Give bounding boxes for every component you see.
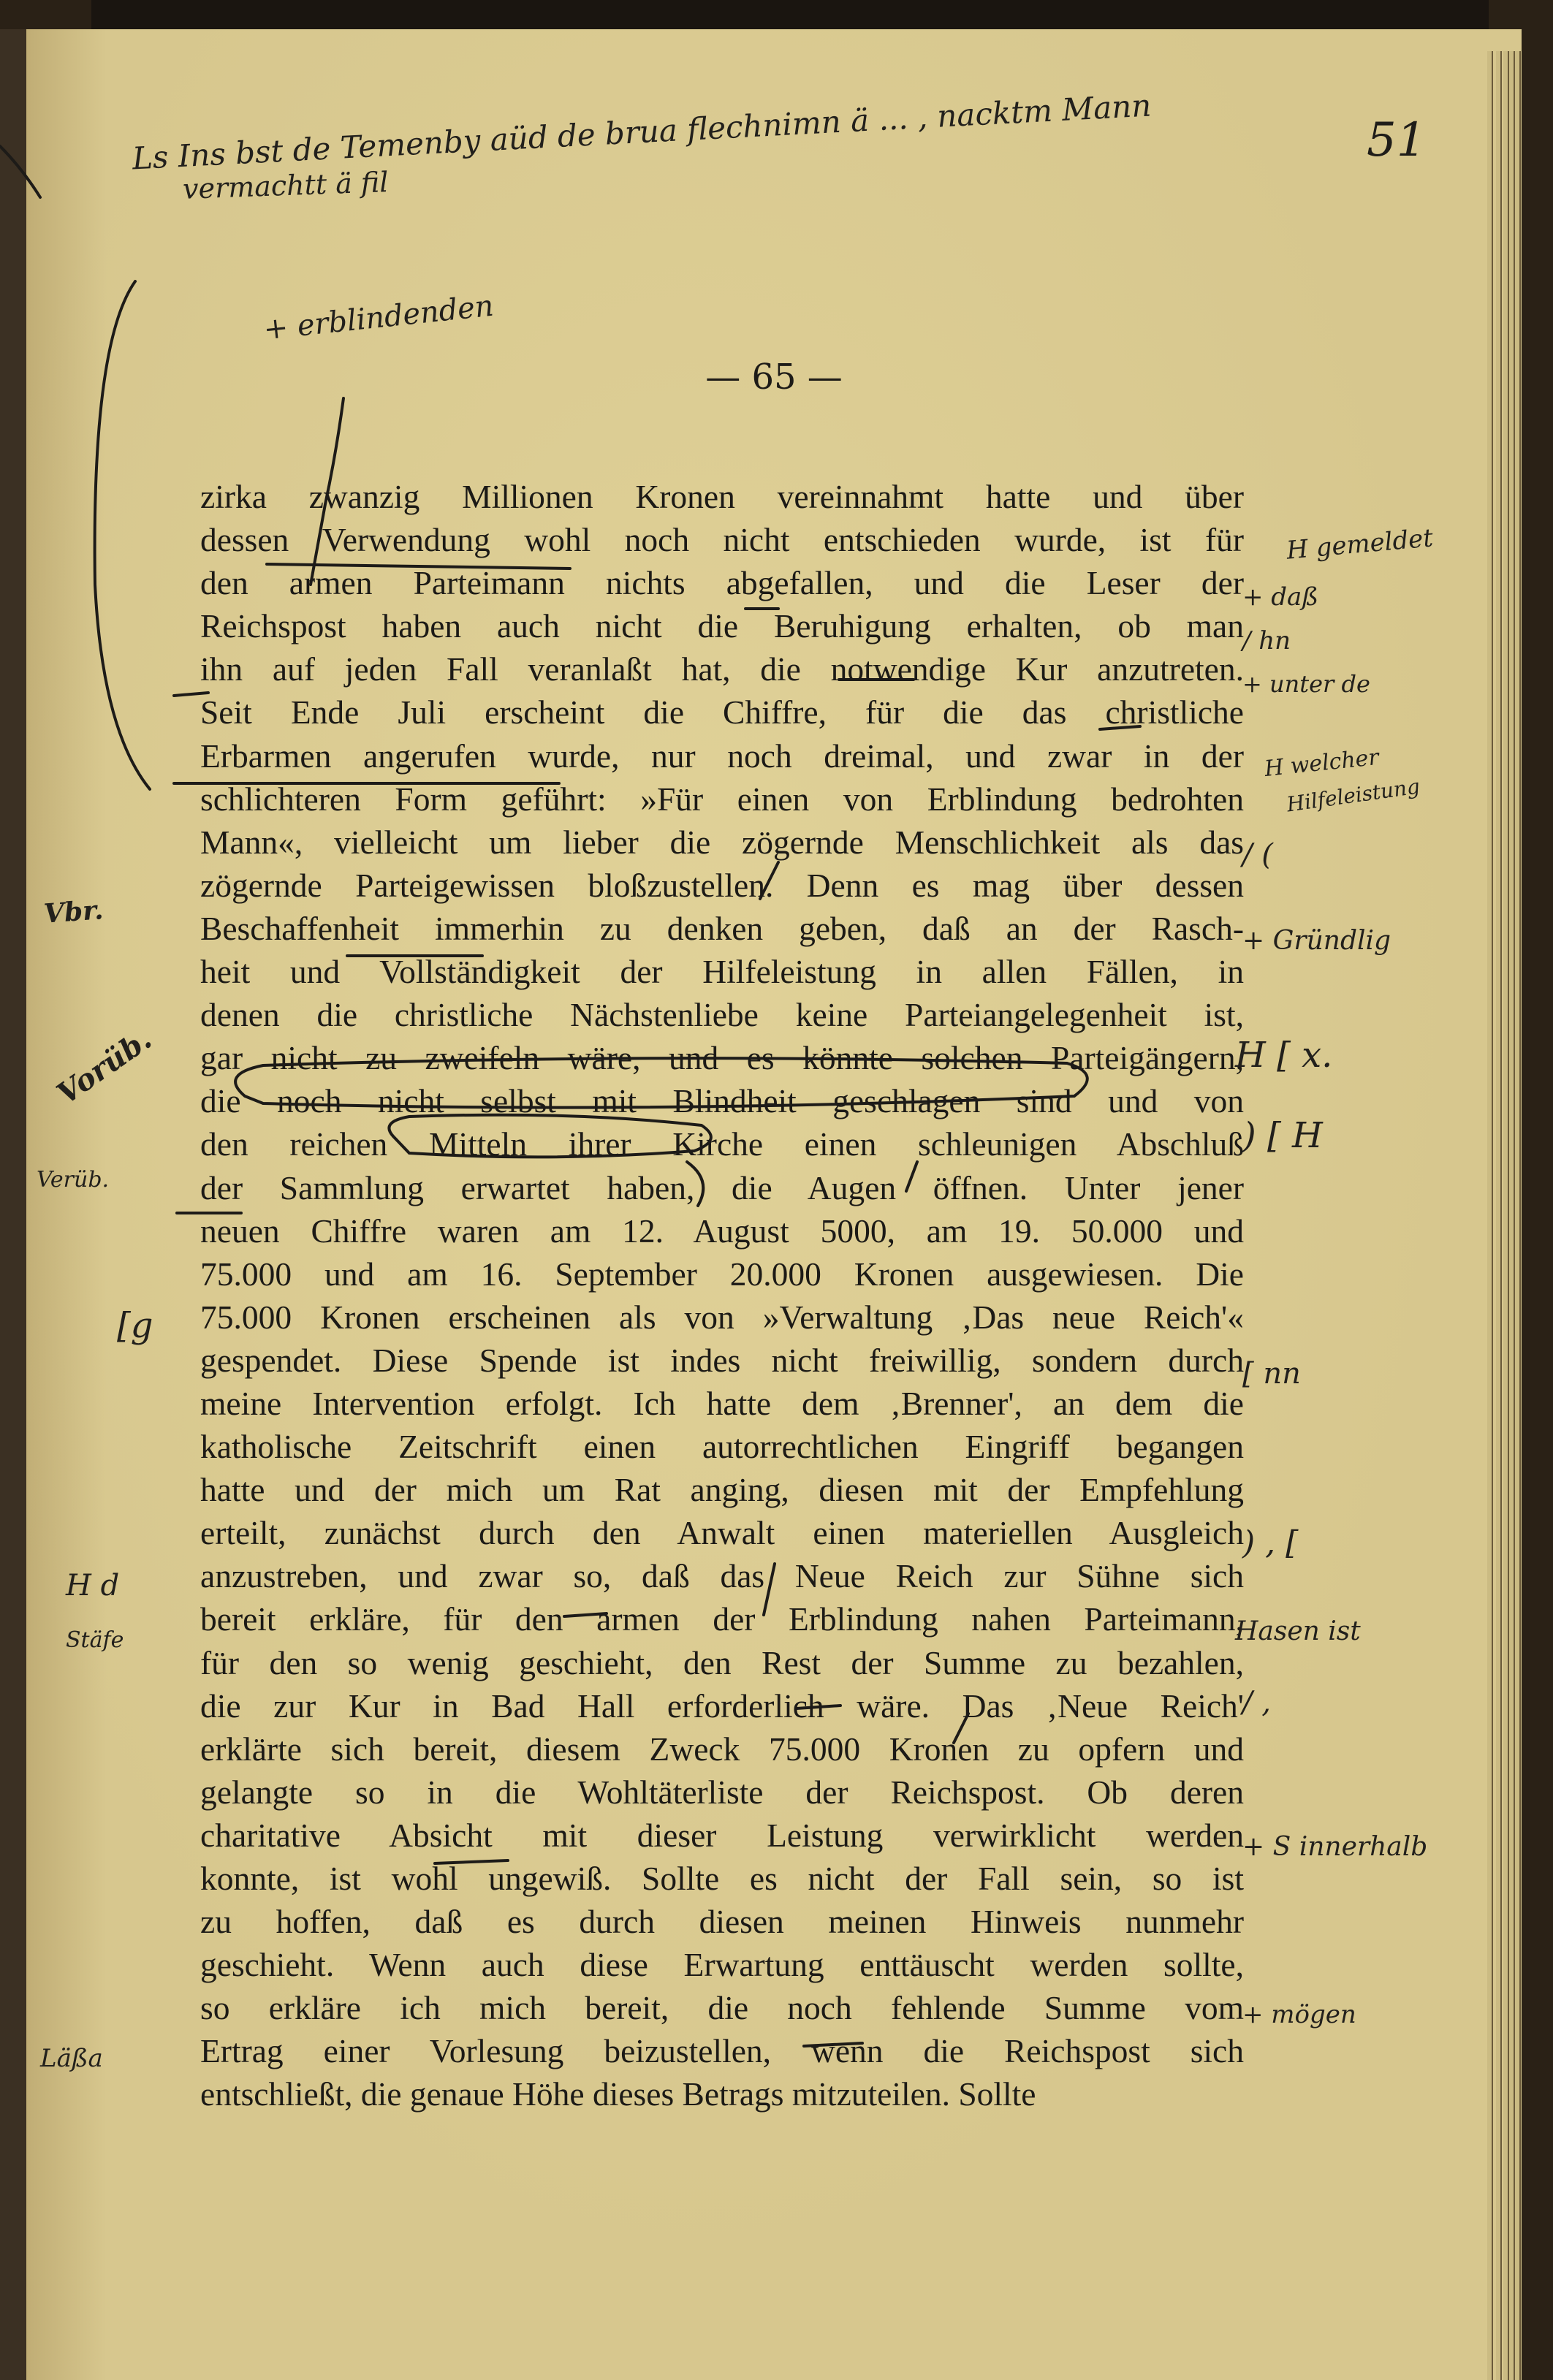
handwritten-margin-note: [ nn: [1242, 1357, 1301, 1391]
text-line: zu hoffen, daß es durch diesen meinen Hinweis nunmehr: [200, 1903, 1244, 1941]
handwritten-margin-note: / hn: [1242, 626, 1291, 655]
text-line: so erkläre ich mich bereit, die noch fehlende Summe vom: [200, 1989, 1244, 2027]
text-line: hatte und der mich um Rat anging, diesen mit der Empfehlung: [200, 1471, 1244, 1509]
text-line: konnte, ist wohl ungewiß. Sollte es nicht der Fall sein, so ist: [200, 1860, 1244, 1897]
handwritten-margin-note: ) [ H: [1242, 1115, 1323, 1156]
handwritten-margin-note: Stäfe: [66, 1627, 124, 1653]
text-line: Erbarmen angerufen wurde, nur noch dreimal, und zwar in der: [200, 737, 1244, 775]
page-edges: [1487, 51, 1553, 2380]
handwritten-margin-note: + Gründlig: [1242, 926, 1391, 956]
text-line: Beschaffenheit immerhin zu denken geben, daß an der Rasch-: [200, 909, 1244, 947]
text-line: dessen Verwendung wohl noch nicht entschieden wurde, ist für: [200, 521, 1244, 559]
scanner-background: [91, 0, 1489, 29]
handwritten-margin-note: H gemeldet: [1285, 523, 1435, 566]
book-cover-edge: [0, 29, 26, 2380]
handwritten-margin-note: ) , [: [1242, 1524, 1299, 1562]
text-line: Ertrag einer Vorlesung beizustellen, wenn die Reichspost sich: [200, 2032, 1244, 2070]
handwritten-margin-note: + S innerhalb: [1242, 1832, 1428, 1862]
text-line: gespendet. Diese Spende ist indes nicht freiwillig, sondern durch: [200, 1341, 1244, 1379]
text-line: der Sammlung erwartet haben, die Augen öffnen. Unter jener: [200, 1168, 1244, 1206]
text-line: den armen Parteimann nichts abgefallen, und die Leser der: [200, 564, 1244, 602]
handwritten-margin-note: Läßa: [40, 2044, 103, 2073]
text-line: 75.000 Kronen erscheinen als von »Verwaltung ‚Das neue Reich'«: [200, 1298, 1244, 1336]
handwritten-top-note: vermachtt ä fil: [182, 166, 390, 205]
text-line: die zur Kur in Bad Hall erforderlich wäre. Das ‚Neue Reich': [200, 1687, 1244, 1725]
handwritten-folio-number: 51: [1367, 113, 1427, 167]
text-line: erklärte sich bereit, diesem Zweck 75.000 Kronen zu opfern und: [200, 1730, 1244, 1768]
text-line: geschieht. Wenn auch diese Erwartung enttäuscht werden sollte,: [200, 1946, 1244, 1984]
handwritten-margin-note: + daß: [1242, 582, 1319, 612]
handwritten-margin-note: Vbr.: [42, 894, 105, 929]
handwritten-margin-note: Verüb.: [37, 1167, 110, 1193]
text-line: für den so wenig geschieht, den Rest der Summe zu bezahlen,: [200, 1643, 1244, 1681]
text-line: katholische Zeitschrift einen autorrechtlichen Eingriff begangen: [200, 1428, 1244, 1466]
text-line: den reichen Mitteln ihrer Kirche einen schleunigen Abschluß: [200, 1125, 1244, 1163]
text-line: entschließt, die genaue Höhe dieses Betrags mitzuteilen. Sollte: [200, 2075, 1036, 2113]
text-line: neuen Chiffre waren am 12. August 5000, am 19. 50.000 und: [200, 1212, 1244, 1250]
handwritten-insert-note: + erblindenden: [262, 289, 495, 347]
handwritten-margin-note: Hilfeleistung: [1285, 774, 1421, 817]
text-line: heit und Vollständigkeit der Hilfeleistung in allen Fällen, in: [200, 953, 1244, 991]
text-line: meine Intervention erfolgt. Ich hatte dem ‚Brenner', an dem die: [200, 1384, 1244, 1422]
printed-page-number: — 65 —: [705, 357, 843, 398]
handwritten-margin-note: + mögen: [1242, 2000, 1356, 2029]
handwritten-margin-note: H welcher: [1263, 744, 1381, 783]
text-line: ihn auf jeden Fall veranlaßt hat, die notwendige Kur anzutreten.: [200, 650, 1244, 688]
text-line: Reichspost haben auch nicht die Beruhigung erhalten, ob man: [200, 607, 1244, 645]
text-line: charitative Absicht mit dieser Leistung verwirklicht werden: [200, 1816, 1244, 1854]
text-line: die noch nicht selbst mit Blindheit geschlagen sind und von: [200, 1082, 1244, 1120]
text-line: bereit erkläre, für den armen der Erblindung nahen Parteimann,: [200, 1600, 1244, 1638]
printed-text-block: [200, 475, 1244, 2116]
handwritten-margin-note: H [ x.: [1235, 1035, 1333, 1076]
handwritten-top-note: Ls Ins bst de Temenby aüd de brua flechnimn ä ... , nacktm Mann: [131, 87, 1153, 177]
handwritten-margin-note: + unter de: [1242, 670, 1370, 698]
text-line: denen die christliche Nächstenliebe keine Parteiangelegenheit ist,: [200, 996, 1244, 1034]
text-line: 75.000 und am 16. September 20.000 Kronen ausgewiesen. Die: [200, 1255, 1244, 1293]
text-line: Mann«, vielleicht um lieber die zögernde Menschlichkeit als das: [200, 823, 1244, 861]
text-line: zirka zwanzig Millionen Kronen vereinnahmt hatte und über: [200, 478, 1244, 515]
handwritten-margin-note: H d: [66, 1569, 120, 1602]
text-line: zögernde Parteigewissen bloßzustellen. Denn es mag über dessen: [200, 866, 1244, 904]
text-line: schlichteren Form geführt: »Für einen von Erblindung bedrohten: [200, 780, 1244, 818]
handwritten-margin-note: Vorüb.: [50, 1022, 159, 1111]
text-line: gar nicht zu zweifeln wäre, und es könnte solchen Parteigängern,: [200, 1039, 1244, 1077]
handwritten-margin-note: Hasen ist: [1235, 1616, 1361, 1646]
text-line: erteilt, zunächst durch den Anwalt einen materiellen Ausgleich: [200, 1514, 1244, 1552]
handwritten-margin-note: [g: [117, 1305, 153, 1346]
handwritten-margin-note: / ,: [1242, 1686, 1271, 1719]
text-line: Seit Ende Juli erscheint die Chiffre, für die das christliche: [200, 693, 1244, 731]
text-line: gelangte so in die Wohltäterliste der Reichspost. Ob deren: [200, 1773, 1244, 1811]
handwritten-margin-note: / (: [1242, 838, 1273, 872]
text-line: anzustreben, und zwar so, daß das Neue Reich zur Sühne sich: [200, 1557, 1244, 1595]
